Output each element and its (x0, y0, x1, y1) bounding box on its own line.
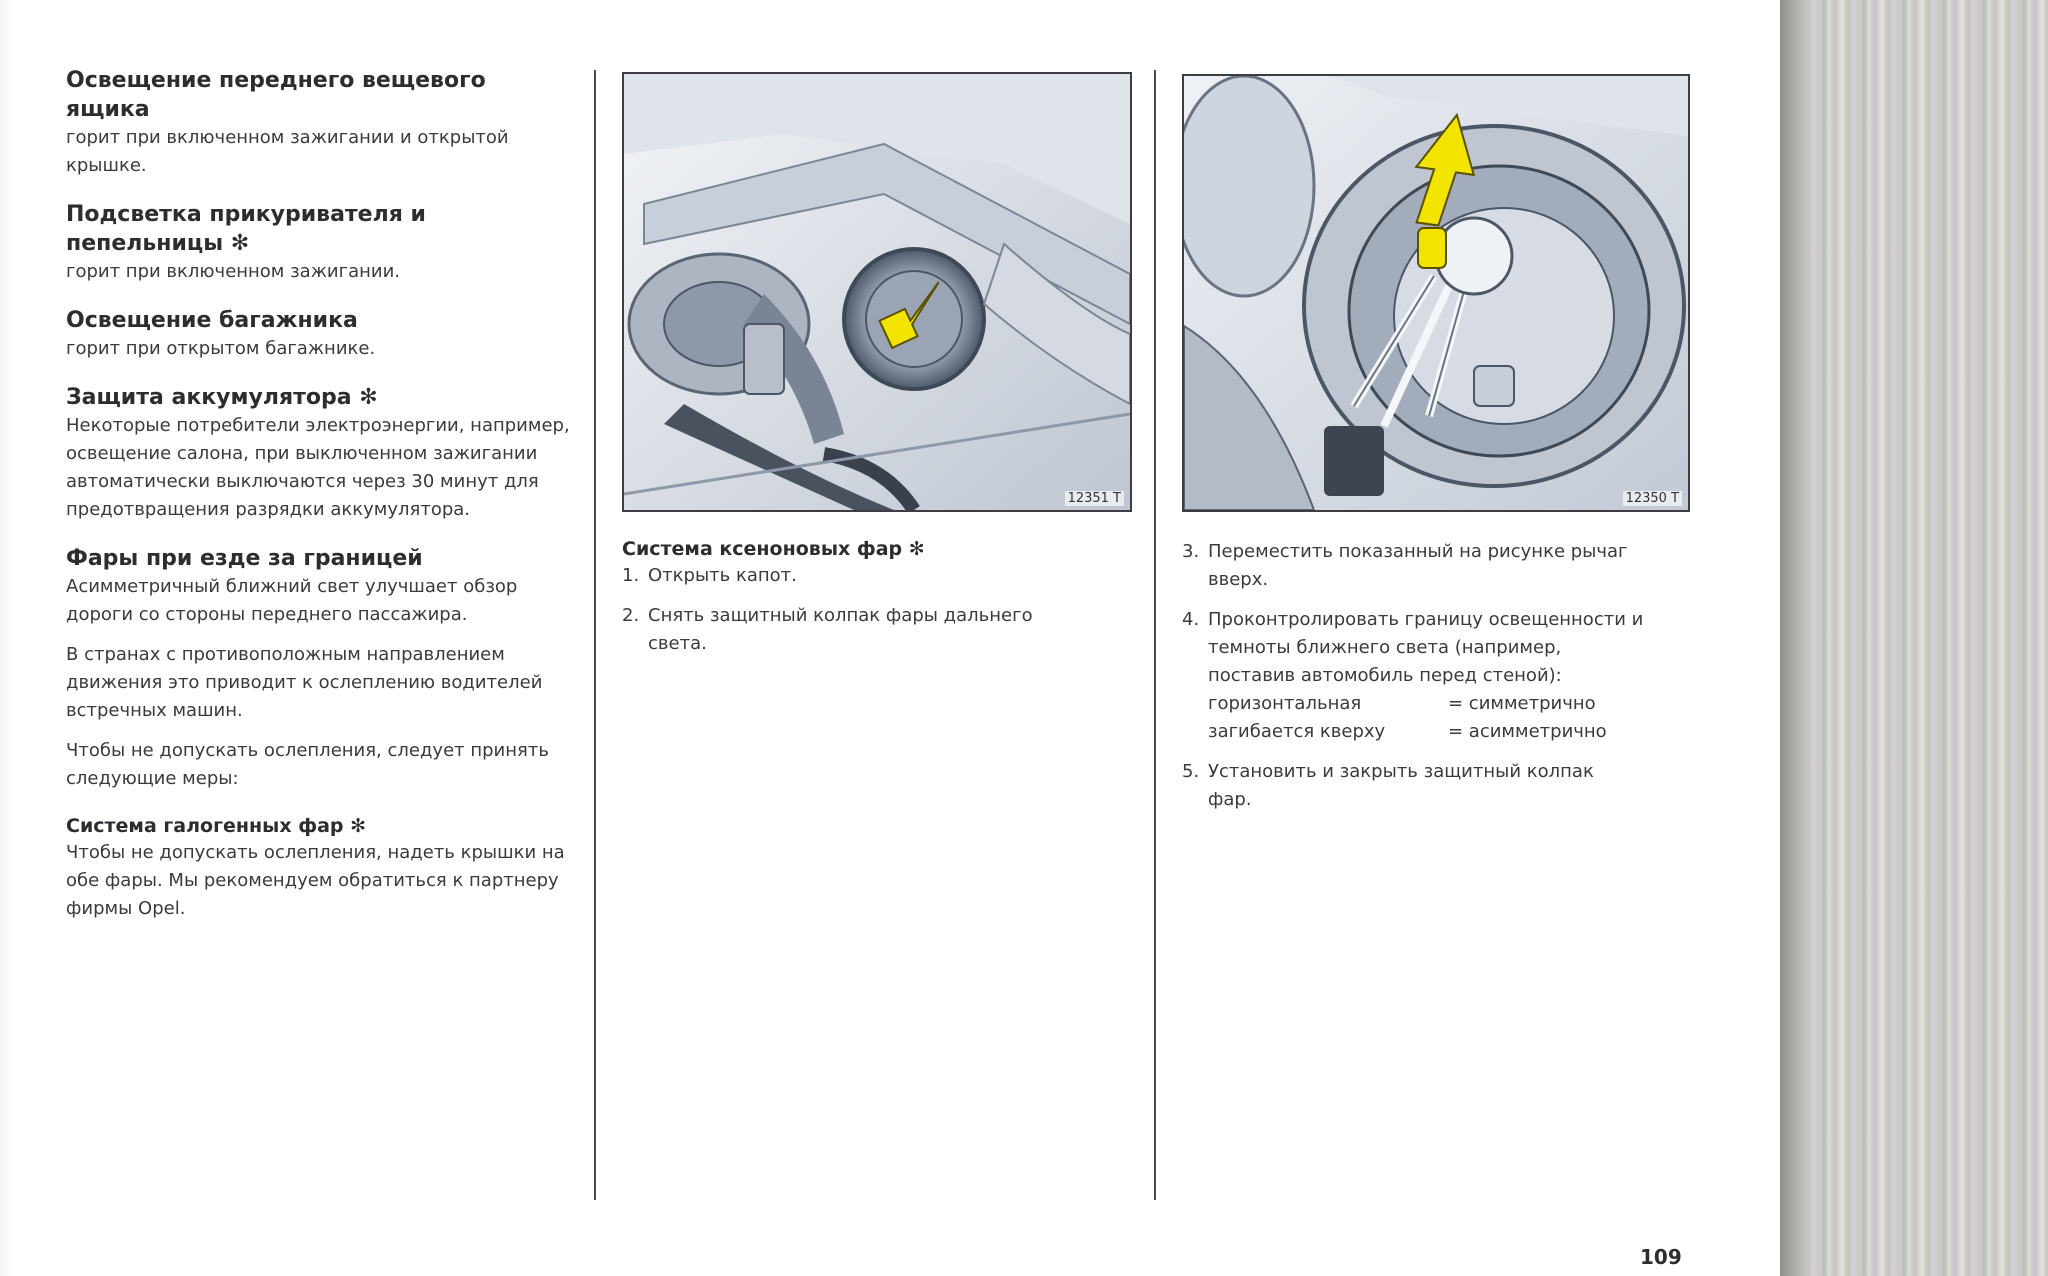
section-trunk-light (66, 306, 576, 363)
section-lighter-light (66, 200, 576, 286)
section-headlights-abroad (66, 544, 576, 793)
subsection-heading: Система ксеноновых фар ✻ (622, 538, 925, 560)
section-text: Некоторые потребители электроэнергии, например, освещение салона, при выключенном зажигании автоматически выключаются через 30 минут для предотвращения разрядки аккумулятора. (66, 415, 570, 520)
cutoff-pair: горизонтальная = симметрично (1208, 693, 1596, 714)
book-edge (1780, 0, 2048, 1276)
section-text: Чтобы не допускать ослепления, следует принять следующие меры: (66, 740, 549, 789)
section-text: Асимметричный ближний свет улучшает обзор дороги со стороны переднего пассажира. (66, 576, 518, 625)
left-column (66, 66, 576, 943)
section-glovebox-light (66, 66, 576, 180)
steps-list (622, 562, 1132, 658)
steps-list (1182, 538, 1702, 814)
lever-illustration (1184, 76, 1688, 510)
step-text: Проконтролировать границу освещенности и темноты ближнего света (например, поставив автомобиль перед стеной): (1208, 609, 1644, 686)
list-item: 1. Открыть капот. (622, 565, 797, 586)
figure-code: 12351 T (1065, 491, 1124, 506)
section-heading: Фары при езде за границей (66, 546, 423, 571)
right-column (1182, 538, 1702, 826)
column-divider-right (1154, 70, 1156, 1200)
section-text: горит при включенном зажигании. (66, 261, 401, 282)
section-text: В странах с противоположным направлением движения это приводит к ослеплению водителей встречных машин. (66, 644, 543, 721)
subsection-heading: Система галогенных фар ✻ (66, 815, 367, 837)
section-battery-protection (66, 383, 576, 524)
figure-xenon-headlamp (622, 72, 1132, 512)
section-halogen-system (66, 813, 576, 923)
figure-headlamp-lever (1182, 74, 1690, 512)
section-heading: Освещение переднего вещевого ящика (66, 68, 486, 122)
section-text: горит при открытом багажнике. (66, 338, 376, 359)
section-text: Чтобы не допускать ослепления, надеть крышки на обе фары. Мы рекомендуем обратиться к партнеру фирмы Opel. (66, 842, 565, 919)
list-item: 3. Переместить показанный на рисунке рычаг вверх. (1182, 541, 1628, 590)
page-number: 109 (1640, 1245, 1682, 1269)
cutoff-pair: загибается кверху = асимметрично (1208, 721, 1607, 742)
column-divider-left (594, 70, 596, 1200)
section-heading: Защита аккумулятора ✻ (66, 385, 378, 410)
headlamp-illustration (624, 74, 1130, 510)
figure-code: 12350 T (1623, 491, 1682, 506)
middle-column (622, 536, 1132, 670)
section-heading: Освещение багажника (66, 308, 358, 333)
list-item: 5. Установить и закрыть защитный колпак фар. (1182, 761, 1594, 810)
list-item: 2. Снять защитный колпак фары дальнего света. (622, 605, 1033, 654)
section-heading: Подсветка прикуривателя и пепельницы ✻ (66, 202, 426, 256)
list-item: 4. Проконтролировать границу освещенности и темноты ближнего света (например, поставив автомобиль перед стеной): горизонтальная = симметрично загибается кверху = асимметрично (1182, 606, 1702, 746)
section-text: горит при включенном зажигании и открытой крышке. (66, 127, 509, 176)
